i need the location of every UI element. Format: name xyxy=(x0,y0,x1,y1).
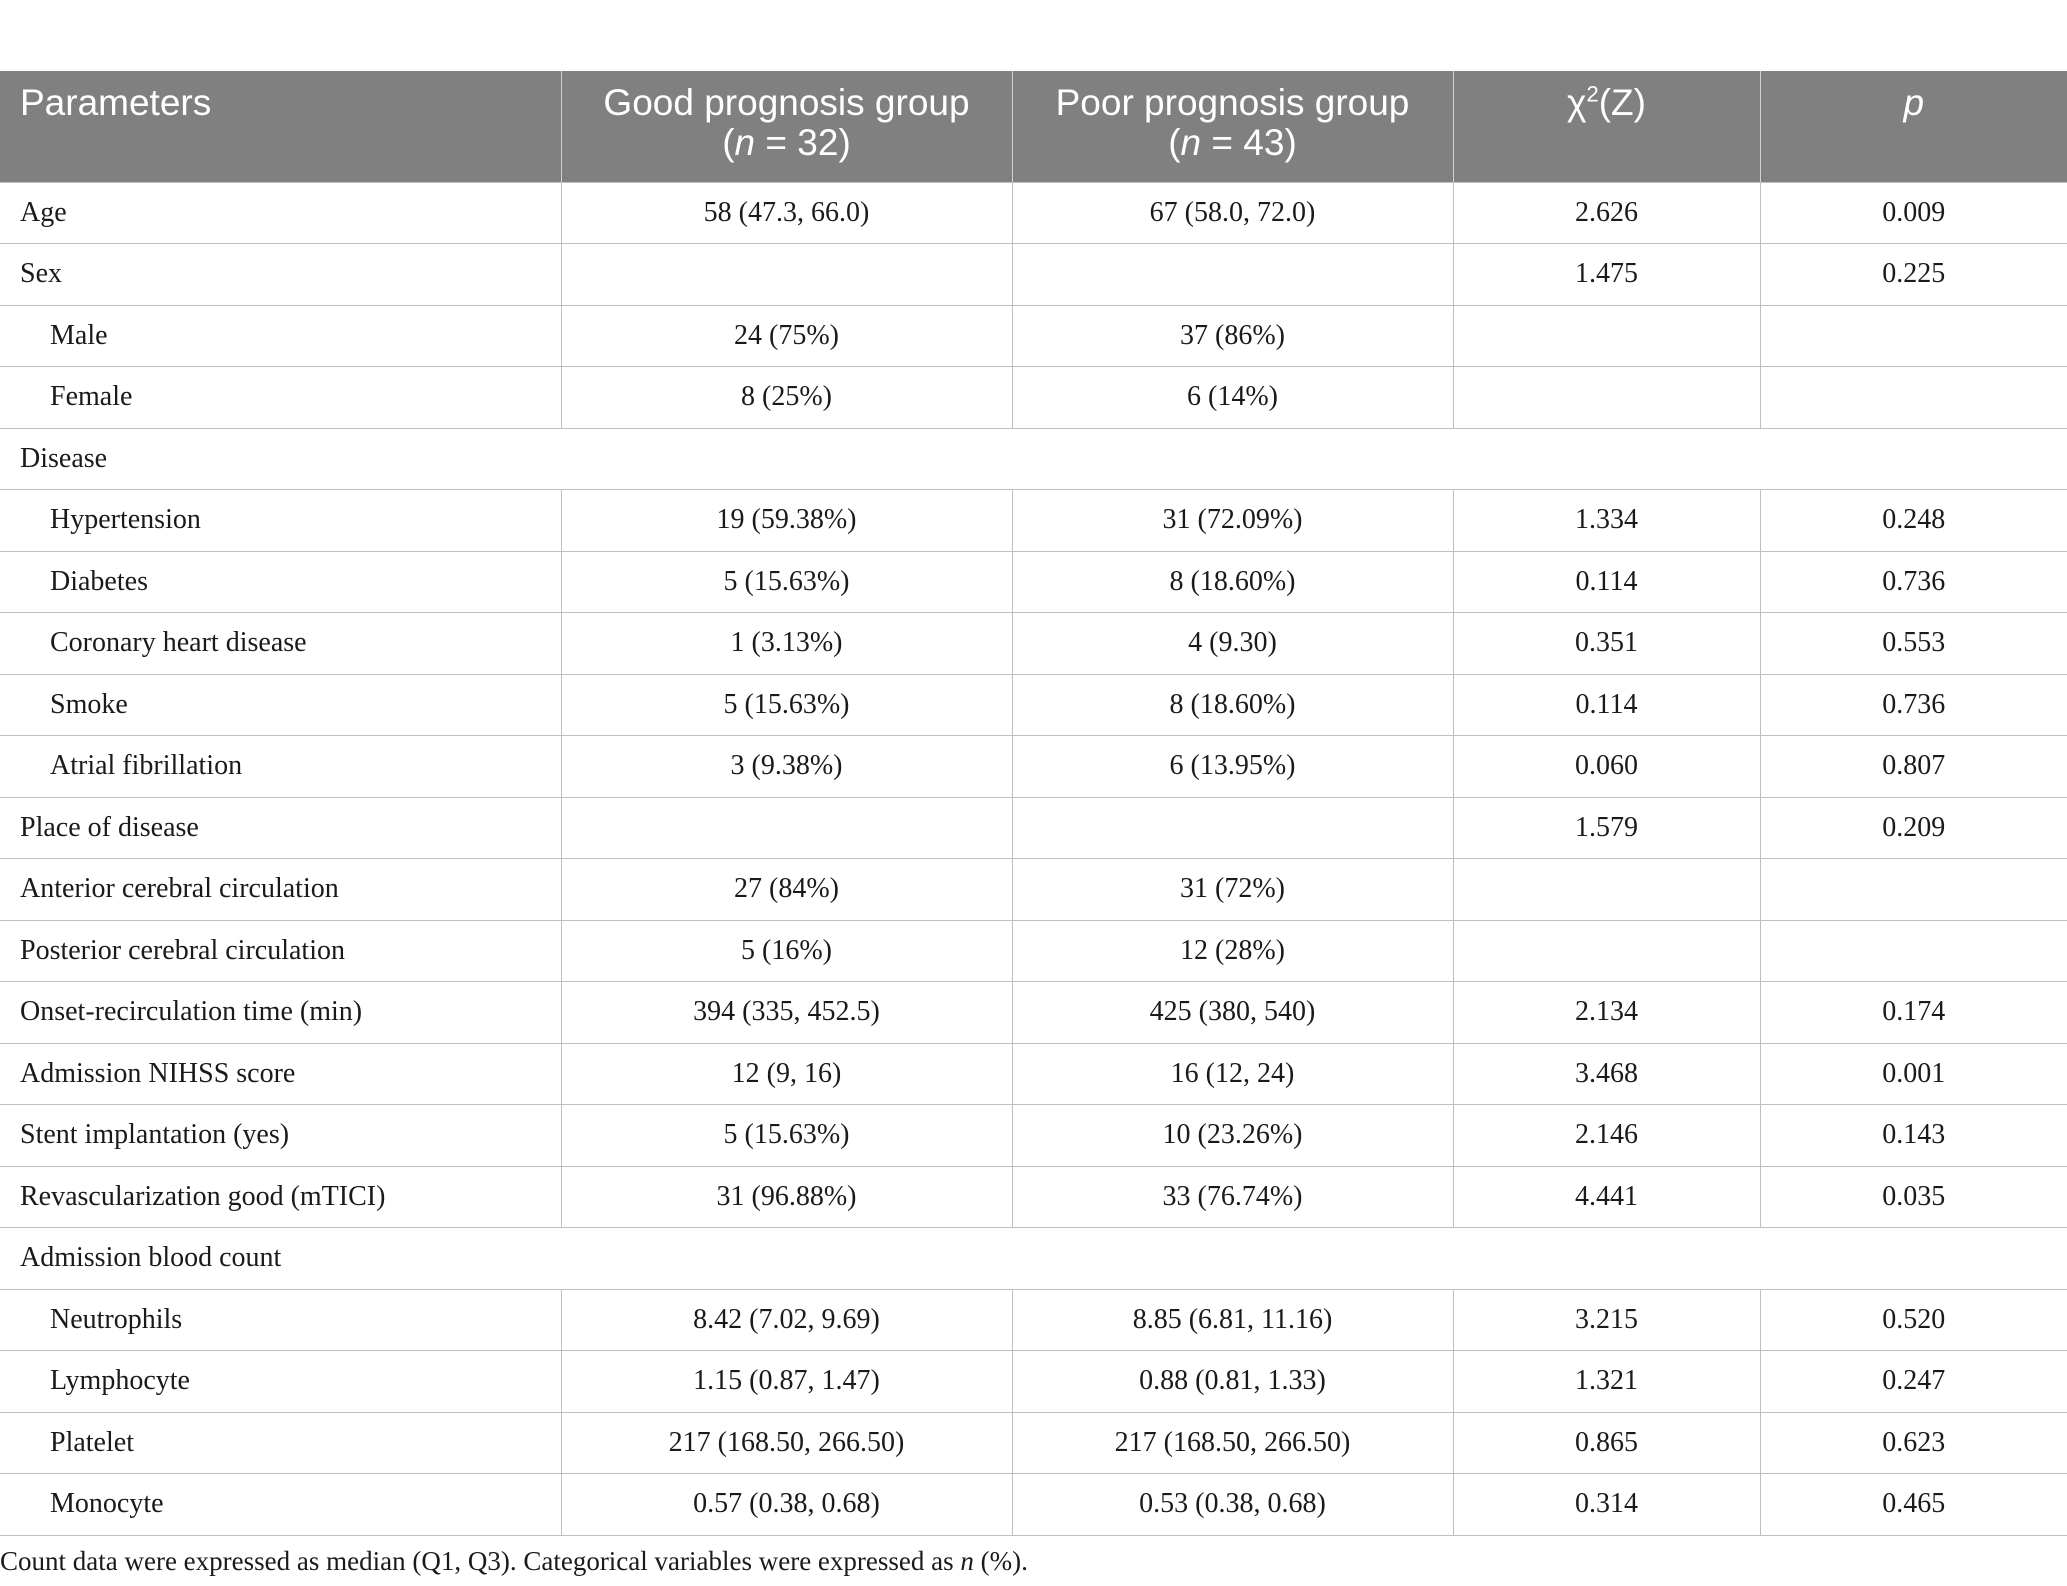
good-prognosis-cell: 19 (59.38%) xyxy=(561,490,1012,552)
table-row xyxy=(0,1474,2067,1536)
p-value-cell: 0.465 xyxy=(1760,1474,2067,1536)
table-row xyxy=(0,490,2067,552)
parameter-cell: Anterior cerebral circulation xyxy=(0,859,561,921)
poor-prognosis-cell: 10 (23.26%) xyxy=(1012,1105,1453,1167)
header-p-value xyxy=(1760,71,2067,182)
chi-square-cell: 2.146 xyxy=(1453,1105,1760,1167)
p-value-cell: 0.248 xyxy=(1760,490,2067,552)
good-prognosis-cell: 31 (96.88%) xyxy=(561,1166,1012,1228)
header-chi-symbol: χ xyxy=(1567,82,1587,123)
table-header xyxy=(0,71,2067,182)
good-prognosis-cell: 24 (75%) xyxy=(561,305,1012,367)
chi-square-cell xyxy=(1453,859,1760,921)
poor-prognosis-cell: 4 (9.30) xyxy=(1012,613,1453,675)
parameter-cell: Stent implantation (yes) xyxy=(0,1105,561,1167)
table-row xyxy=(0,428,2067,490)
p-value-cell: 0.736 xyxy=(1760,674,2067,736)
table-row xyxy=(0,613,2067,675)
good-prognosis-cell: 58 (47.3, 66.0) xyxy=(561,182,1012,244)
p-value-cell: 0.001 xyxy=(1760,1043,2067,1105)
p-value-cell: 0.209 xyxy=(1760,797,2067,859)
table-row xyxy=(0,244,2067,306)
good-prognosis-cell: 12 (9, 16) xyxy=(561,1043,1012,1105)
chi-square-cell: 2.626 xyxy=(1453,182,1760,244)
header-good-group-n-symbol: n xyxy=(734,122,756,163)
table-row xyxy=(0,674,2067,736)
good-prognosis-cell: 27 (84%) xyxy=(561,859,1012,921)
p-value-cell: 0.009 xyxy=(1760,182,2067,244)
header-chi-square xyxy=(1453,71,1760,182)
chi-square-cell: 0.114 xyxy=(1453,674,1760,736)
table-row xyxy=(0,305,2067,367)
chi-square-cell xyxy=(1453,920,1760,982)
parameter-cell: Age xyxy=(0,182,561,244)
chi-square-cell: 1.334 xyxy=(1453,490,1760,552)
chi-square-cell: 0.351 xyxy=(1453,613,1760,675)
parameter-cell: Neutrophils xyxy=(0,1289,561,1351)
good-prognosis-cell: 5 (15.63%) xyxy=(561,1105,1012,1167)
table-row xyxy=(0,1412,2067,1474)
table-row xyxy=(0,182,2067,244)
parameter-cell: Male xyxy=(0,305,561,367)
header-p-symbol: p xyxy=(1903,82,1925,123)
poor-prognosis-cell: 6 (13.95%) xyxy=(1012,736,1453,798)
poor-prognosis-cell: 37 (86%) xyxy=(1012,305,1453,367)
data-table-container xyxy=(0,71,2067,1536)
parameter-cell: Place of disease xyxy=(0,797,561,859)
poor-prognosis-cell: 12 (28%) xyxy=(1012,920,1453,982)
section-label-cell: Disease xyxy=(0,428,2067,490)
header-good-group-title: Good prognosis group xyxy=(603,82,970,123)
poor-prognosis-cell: 8 (18.60%) xyxy=(1012,674,1453,736)
p-value-cell: 0.143 xyxy=(1760,1105,2067,1167)
chi-square-cell: 0.314 xyxy=(1453,1474,1760,1536)
chi-square-cell: 3.215 xyxy=(1453,1289,1760,1351)
p-value-cell: 0.553 xyxy=(1760,613,2067,675)
poor-prognosis-cell: 0.88 (0.81, 1.33) xyxy=(1012,1351,1453,1413)
good-prognosis-cell: 8.42 (7.02, 9.69) xyxy=(561,1289,1012,1351)
good-prognosis-cell: 5 (15.63%) xyxy=(561,674,1012,736)
poor-prognosis-cell: 425 (380, 540) xyxy=(1012,982,1453,1044)
chi-square-cell: 3.468 xyxy=(1453,1043,1760,1105)
good-prognosis-cell xyxy=(561,244,1012,306)
good-prognosis-cell: 217 (168.50, 266.50) xyxy=(561,1412,1012,1474)
poor-prognosis-cell: 8 (18.60%) xyxy=(1012,551,1453,613)
chi-square-cell: 0.114 xyxy=(1453,551,1760,613)
poor-prognosis-cell: 67 (58.0, 72.0) xyxy=(1012,182,1453,244)
table-row xyxy=(0,1289,2067,1351)
table-row xyxy=(0,1166,2067,1228)
parameter-cell: Admission NIHSS score xyxy=(0,1043,561,1105)
poor-prognosis-cell xyxy=(1012,244,1453,306)
p-value-cell xyxy=(1760,859,2067,921)
table-footnote xyxy=(0,1546,1028,1577)
parameter-cell: Monocyte xyxy=(0,1474,561,1536)
footnote-main-text: Count data were expressed as median (Q1, Q3). Categorical variables were expressed as xyxy=(0,1546,961,1576)
table-row xyxy=(0,1228,2067,1290)
chi-square-cell xyxy=(1453,367,1760,429)
p-value-cell xyxy=(1760,920,2067,982)
table-row xyxy=(0,736,2067,798)
poor-prognosis-cell: 31 (72.09%) xyxy=(1012,490,1453,552)
parameter-cell: Coronary heart disease xyxy=(0,613,561,675)
table-row xyxy=(0,367,2067,429)
good-prognosis-cell xyxy=(561,797,1012,859)
p-value-cell: 0.736 xyxy=(1760,551,2067,613)
p-value-cell: 0.807 xyxy=(1760,736,2067,798)
table-row xyxy=(0,1043,2067,1105)
good-prognosis-cell: 1 (3.13%) xyxy=(561,613,1012,675)
good-prognosis-cell: 5 (16%) xyxy=(561,920,1012,982)
table-row xyxy=(0,982,2067,1044)
p-value-cell xyxy=(1760,305,2067,367)
header-poor-group-count: = 43) xyxy=(1201,122,1297,163)
table-row xyxy=(0,859,2067,921)
section-label-cell: Admission blood count xyxy=(0,1228,2067,1290)
poor-prognosis-cell: 0.53 (0.38, 0.68) xyxy=(1012,1474,1453,1536)
parameter-cell: Hypertension xyxy=(0,490,561,552)
parameter-cell: Sex xyxy=(0,244,561,306)
good-prognosis-cell: 0.57 (0.38, 0.68) xyxy=(561,1474,1012,1536)
header-parameters: Parameters xyxy=(0,71,561,182)
chi-square-cell: 0.060 xyxy=(1453,736,1760,798)
poor-prognosis-cell: 31 (72%) xyxy=(1012,859,1453,921)
header-chi-suffix: (Z) xyxy=(1598,82,1646,123)
chi-square-cell: 0.865 xyxy=(1453,1412,1760,1474)
chi-square-cell: 1.579 xyxy=(1453,797,1760,859)
table-row xyxy=(0,1351,2067,1413)
footnote-end-text: (%). xyxy=(973,1546,1028,1576)
p-value-cell: 0.035 xyxy=(1760,1166,2067,1228)
good-prognosis-cell: 394 (335, 452.5) xyxy=(561,982,1012,1044)
poor-prognosis-cell: 217 (168.50, 266.50) xyxy=(1012,1412,1453,1474)
p-value-cell xyxy=(1760,367,2067,429)
parameter-cell: Diabetes xyxy=(0,551,561,613)
p-value-cell: 0.623 xyxy=(1760,1412,2067,1474)
chi-square-cell: 4.441 xyxy=(1453,1166,1760,1228)
table-row xyxy=(0,1105,2067,1167)
parameter-cell: Posterior cerebral circulation xyxy=(0,920,561,982)
p-value-cell: 0.225 xyxy=(1760,244,2067,306)
parameter-cell: Smoke xyxy=(0,674,561,736)
table-row xyxy=(0,797,2067,859)
good-prognosis-cell: 3 (9.38%) xyxy=(561,736,1012,798)
header-good-prognosis-group: Good prognosis group (n = 32) xyxy=(561,71,1012,182)
parameter-cell: Atrial fibrillation xyxy=(0,736,561,798)
header-chi-superscript: 2 xyxy=(1586,81,1599,107)
p-value-cell: 0.247 xyxy=(1760,1351,2067,1413)
chi-square-cell: 2.134 xyxy=(1453,982,1760,1044)
header-poor-group-title: Poor prognosis group xyxy=(1055,82,1410,123)
prognosis-comparison-table xyxy=(0,71,2067,1536)
header-row xyxy=(0,71,2067,182)
table-body xyxy=(0,182,2067,1535)
poor-prognosis-cell xyxy=(1012,797,1453,859)
good-prognosis-cell: 5 (15.63%) xyxy=(561,551,1012,613)
poor-prognosis-cell: 33 (76.74%) xyxy=(1012,1166,1453,1228)
header-good-group-count: = 32) xyxy=(755,122,851,163)
header-poor-group-n-symbol: n xyxy=(1180,122,1202,163)
poor-prognosis-cell: 6 (14%) xyxy=(1012,367,1453,429)
table-row xyxy=(0,920,2067,982)
parameter-cell: Platelet xyxy=(0,1412,561,1474)
header-poor-prognosis-group: Poor prognosis group (n = 43) xyxy=(1012,71,1453,182)
good-prognosis-cell: 1.15 (0.87, 1.47) xyxy=(561,1351,1012,1413)
parameter-cell: Revascularization good (mTICI) xyxy=(0,1166,561,1228)
p-value-cell: 0.174 xyxy=(1760,982,2067,1044)
p-value-cell: 0.520 xyxy=(1760,1289,2067,1351)
poor-prognosis-cell: 8.85 (6.81, 11.16) xyxy=(1012,1289,1453,1351)
parameter-cell: Female xyxy=(0,367,561,429)
table-row xyxy=(0,551,2067,613)
chi-square-cell: 1.475 xyxy=(1453,244,1760,306)
chi-square-cell xyxy=(1453,305,1760,367)
good-prognosis-cell: 8 (25%) xyxy=(561,367,1012,429)
parameter-cell: Onset-recirculation time (min) xyxy=(0,982,561,1044)
footnote-n-symbol: n xyxy=(960,1546,974,1576)
chi-square-cell: 1.321 xyxy=(1453,1351,1760,1413)
parameter-cell: Lymphocyte xyxy=(0,1351,561,1413)
poor-prognosis-cell: 16 (12, 24) xyxy=(1012,1043,1453,1105)
